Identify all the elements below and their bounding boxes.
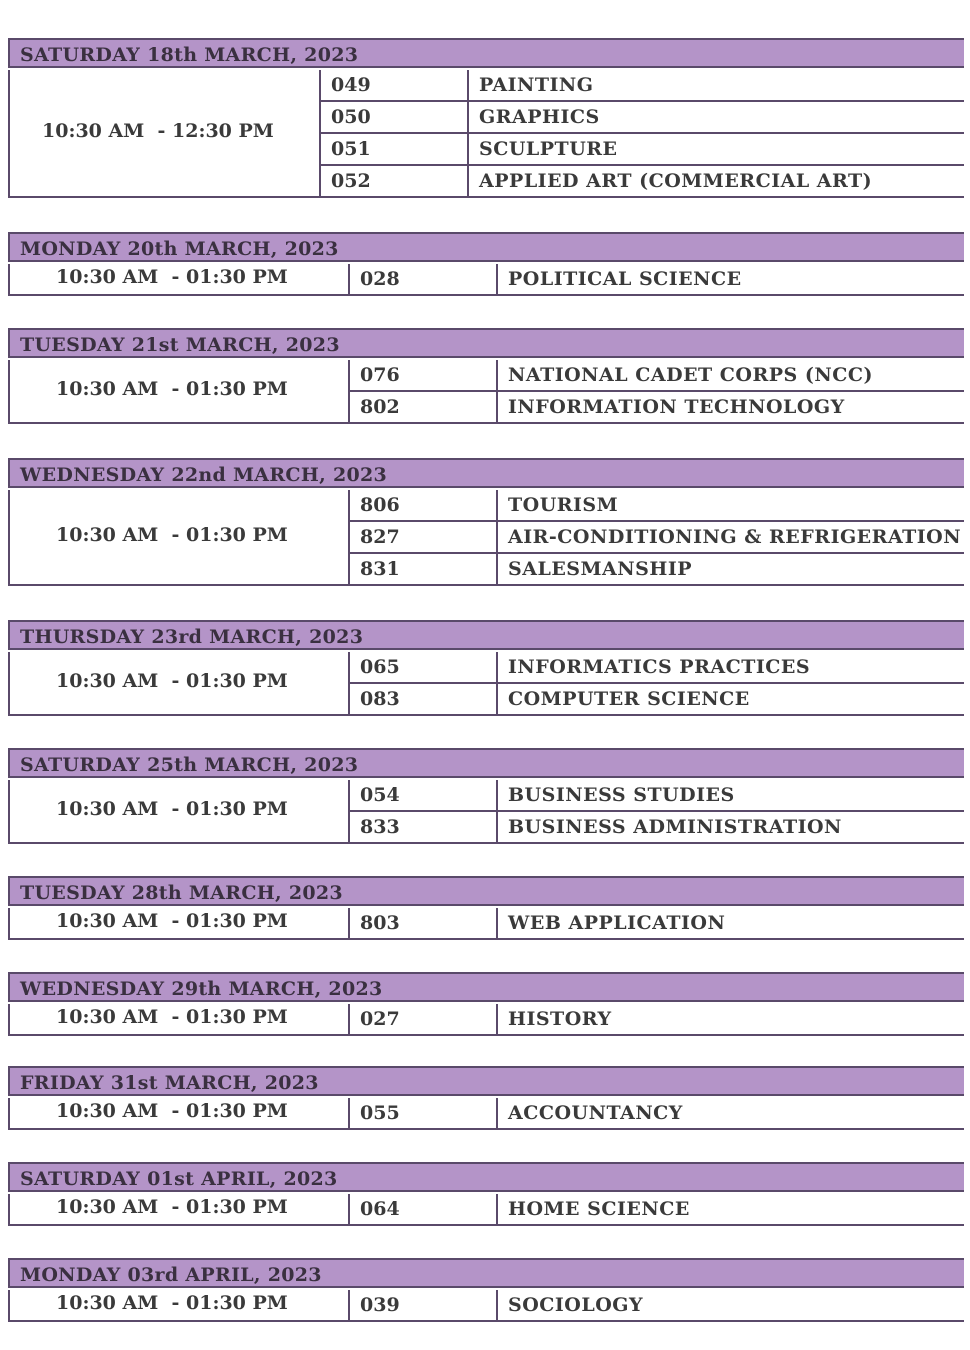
exam-time-cell xyxy=(8,908,348,940)
exam-day-block xyxy=(8,1066,964,1130)
subject-code-cell xyxy=(348,1194,496,1226)
subject-name-cell xyxy=(467,166,964,198)
subject-name-cell xyxy=(496,490,964,522)
exam-day-block xyxy=(8,458,964,586)
exam-date: TUESDAY 28th MARCH, 2023 xyxy=(20,882,343,904)
subject-name: ACCOUNTANCY xyxy=(508,1102,683,1124)
subject-code: 083 xyxy=(360,688,400,710)
subject-code: 051 xyxy=(331,138,371,160)
exam-date: WEDNESDAY 29th MARCH, 2023 xyxy=(20,978,383,1000)
subject-code-cell xyxy=(348,652,496,684)
subject-code-cell xyxy=(348,1290,496,1322)
subject-code-cell xyxy=(348,490,496,522)
subject-name: TOURISM xyxy=(508,494,619,516)
subject-name: GRAPHICS xyxy=(479,106,600,128)
subject-name: BUSINESS STUDIES xyxy=(508,784,735,806)
day-header xyxy=(8,876,964,906)
exam-day-block xyxy=(8,38,964,198)
subject-name-cell xyxy=(496,1004,964,1036)
subject-code: 065 xyxy=(360,656,400,678)
subject-code: 039 xyxy=(360,1294,400,1316)
subject-name: AIR-CONDITIONING & REFRIGERATION xyxy=(508,526,962,548)
subject-code-cell xyxy=(319,102,467,134)
subject-name-cell xyxy=(496,684,964,716)
exam-time: 10:30 AM - 01:30 PM xyxy=(56,266,288,288)
day-header xyxy=(8,748,964,778)
subject-name-cell xyxy=(467,134,964,166)
subject-name: INFORMATION TECHNOLOGY xyxy=(508,396,845,418)
subject-code: 806 xyxy=(360,494,400,516)
exam-date: MONDAY 03rd APRIL, 2023 xyxy=(20,1264,322,1286)
exam-time-cell xyxy=(8,264,348,296)
exam-date: THURSDAY 23rd MARCH, 2023 xyxy=(20,626,364,648)
subject-name-cell xyxy=(496,780,964,812)
subject-code-cell xyxy=(348,554,496,586)
exam-time: 10:30 AM - 01:30 PM xyxy=(56,1196,288,1218)
subject-code-cell xyxy=(319,166,467,198)
exam-time: 10:30 AM - 01:30 PM xyxy=(56,1100,288,1122)
exam-date: WEDNESDAY 22nd MARCH, 2023 xyxy=(20,464,388,486)
subject-name: BUSINESS ADMINISTRATION xyxy=(508,816,842,838)
subject-name-cell xyxy=(496,908,964,940)
subject-code-cell xyxy=(348,908,496,940)
exam-day-block xyxy=(8,328,964,424)
subject-code: 802 xyxy=(360,396,400,418)
exam-time-cell xyxy=(8,360,348,424)
subject-code-cell xyxy=(348,522,496,554)
exam-time: 10:30 AM - 01:30 PM xyxy=(56,1006,288,1028)
subject-name-cell xyxy=(467,102,964,134)
subject-name: PAINTING xyxy=(479,74,594,96)
exam-day-block xyxy=(8,1258,964,1322)
subject-name: SALESMANSHIP xyxy=(508,558,693,580)
subject-code: 028 xyxy=(360,268,400,290)
subject-code-cell xyxy=(348,264,496,296)
exam-time-cell xyxy=(8,1290,348,1322)
exam-time: 10:30 AM - 01:30 PM xyxy=(56,524,288,546)
subject-name-cell xyxy=(496,392,964,424)
day-header xyxy=(8,1162,964,1192)
exam-date: SATURDAY 25th MARCH, 2023 xyxy=(20,754,359,776)
subject-code-cell xyxy=(348,1098,496,1130)
exam-time-cell xyxy=(8,490,348,586)
subject-name: INFORMATICS PRACTICES xyxy=(508,656,811,678)
day-header xyxy=(8,1066,964,1096)
day-header xyxy=(8,38,964,68)
subject-code-cell xyxy=(348,392,496,424)
subject-code-cell xyxy=(348,780,496,812)
subject-code-cell xyxy=(348,812,496,844)
subject-code-cell xyxy=(348,360,496,392)
exam-date: TUESDAY 21st MARCH, 2023 xyxy=(20,334,340,356)
day-header xyxy=(8,972,964,1002)
subject-name: APPLIED ART (COMMERCIAL ART) xyxy=(479,170,873,192)
exam-time-cell xyxy=(8,1004,348,1036)
exam-time: 10:30 AM - 01:30 PM xyxy=(56,670,288,692)
exam-day-block xyxy=(8,620,964,716)
subject-code: 054 xyxy=(360,784,400,806)
exam-time-cell xyxy=(8,780,348,844)
subject-code-cell xyxy=(319,134,467,166)
subject-name-cell xyxy=(496,554,964,586)
subject-name-cell xyxy=(496,1290,964,1322)
subject-code-cell xyxy=(348,684,496,716)
exam-time: 10:30 AM - 01:30 PM xyxy=(56,378,288,400)
exam-day-block xyxy=(8,232,964,296)
day-header xyxy=(8,1258,964,1288)
day-header xyxy=(8,620,964,650)
subject-code: 076 xyxy=(360,364,400,386)
exam-day-block xyxy=(8,748,964,844)
subject-name: HISTORY xyxy=(508,1008,612,1030)
subject-code: 055 xyxy=(360,1102,400,1124)
subject-name: SOCIOLOGY xyxy=(508,1294,644,1316)
subject-code: 052 xyxy=(331,170,371,192)
subject-name-cell xyxy=(496,264,964,296)
exam-time: 10:30 AM - 12:30 PM xyxy=(42,120,274,142)
exam-day-block xyxy=(8,876,964,940)
subject-code: 049 xyxy=(331,74,371,96)
subject-name: WEB APPLICATION xyxy=(508,912,726,934)
subject-name: HOME SCIENCE xyxy=(508,1198,690,1220)
exam-date: MONDAY 20th MARCH, 2023 xyxy=(20,238,339,260)
exam-date: SATURDAY 18th MARCH, 2023 xyxy=(20,44,359,66)
subject-code: 050 xyxy=(331,106,371,128)
subject-name: COMPUTER SCIENCE xyxy=(508,688,750,710)
exam-time: 10:30 AM - 01:30 PM xyxy=(56,910,288,932)
exam-time: 10:30 AM - 01:30 PM xyxy=(56,798,288,820)
subject-name-cell xyxy=(496,522,964,554)
subject-name-cell xyxy=(496,1098,964,1130)
exam-time-cell xyxy=(8,1194,348,1226)
day-header xyxy=(8,328,964,358)
subject-code: 027 xyxy=(360,1008,400,1030)
subject-code-cell xyxy=(348,1004,496,1036)
subject-code: 831 xyxy=(360,558,400,580)
exam-date: FRIDAY 31st MARCH, 2023 xyxy=(20,1072,319,1094)
subject-code-cell xyxy=(319,70,467,102)
subject-name-cell xyxy=(496,812,964,844)
exam-day-block xyxy=(8,972,964,1036)
subject-code: 833 xyxy=(360,816,400,838)
exam-time: 10:30 AM - 01:30 PM xyxy=(56,1292,288,1314)
subject-name: SCULPTURE xyxy=(479,138,618,160)
subject-name-cell xyxy=(496,360,964,392)
day-header xyxy=(8,458,964,488)
day-header xyxy=(8,232,964,262)
exam-day-block xyxy=(8,1162,964,1226)
exam-time-cell xyxy=(8,652,348,716)
subject-code: 803 xyxy=(360,912,400,934)
subject-code: 827 xyxy=(360,526,400,548)
subject-code: 064 xyxy=(360,1198,400,1220)
exam-time-cell xyxy=(8,1098,348,1130)
subject-name-cell xyxy=(467,70,964,102)
exam-date: SATURDAY 01st APRIL, 2023 xyxy=(20,1168,338,1190)
exam-time-cell xyxy=(8,70,319,198)
subject-name-cell xyxy=(496,1194,964,1226)
subject-name: POLITICAL SCIENCE xyxy=(508,268,742,290)
subject-name: NATIONAL CADET CORPS (NCC) xyxy=(508,364,873,386)
subject-name-cell xyxy=(496,652,964,684)
